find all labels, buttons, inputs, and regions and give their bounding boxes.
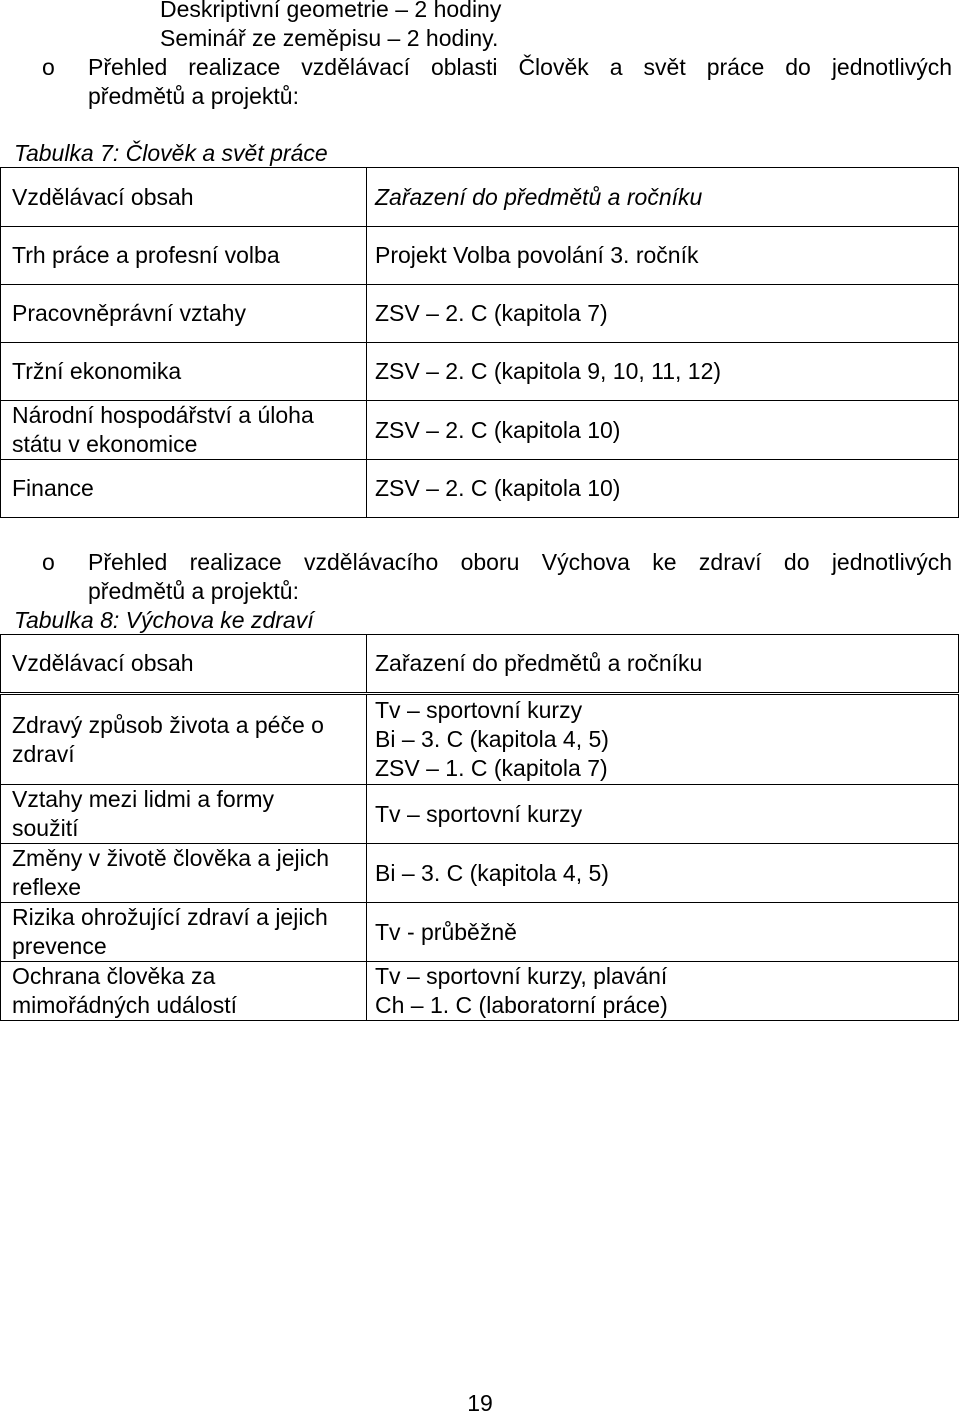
header-cell-placement: Zařazení do předmětů a ročníku — [367, 635, 959, 694]
table8 — [0, 634, 959, 1021]
bullet-marker: o — [42, 54, 55, 80]
cell-content — [1, 903, 367, 962]
section8-intro-line1: Přehled realizace vzdělávacího oboru Výchova ke zdraví do jednotlivých — [88, 549, 952, 575]
table-row — [1, 694, 959, 785]
cell-content — [1, 694, 367, 785]
cell-placement — [367, 962, 959, 1021]
cell-placement: ZSV – 2. C (kapitola 9, 10, 11, 12) — [367, 343, 959, 401]
cell-content: Finance — [1, 460, 367, 518]
cell-content-text: Rizika ohrožující zdraví a jejich prevence — [12, 904, 328, 959]
cell-content-text: Změny v životě člověka a jejich reflexe — [12, 845, 330, 900]
section7-intro-line1: Přehled realizace vzdělávací oblasti Člověk a svět práce do jednotlivých — [88, 54, 952, 80]
cell-content — [1, 844, 367, 903]
section7-intro-line2: předmětů a projektů: — [88, 83, 299, 109]
cell-content: Pracovněprávní vztahy — [1, 285, 367, 343]
placement-line: Tv - průběžně — [375, 918, 517, 945]
section8-intro — [88, 548, 952, 577]
table-header-row — [1, 635, 959, 694]
placement-line: Bi – 3. C (kapitola 4, 5) — [375, 726, 609, 752]
header-cell-content: Vzdělávací obsah — [1, 635, 367, 694]
table-row — [1, 401, 959, 460]
placement-line: Tv – sportovní kurzy, plavání — [375, 963, 668, 989]
header-cell-placement: Zařazení do předmětů a ročníku — [367, 168, 959, 227]
cell-placement — [367, 844, 959, 903]
table-row — [1, 785, 959, 844]
table7-title: Tabulka 7: Člověk a svět práce — [14, 140, 328, 166]
bullet-marker: o — [42, 549, 55, 575]
placement-line: Tv – sportovní kurzy — [375, 800, 583, 827]
placement-line: Bi – 3. C (kapitola 4, 5) — [375, 859, 609, 886]
cell-placement — [367, 903, 959, 962]
placement-line: ZSV – 1. C (kapitola 7) — [375, 755, 608, 781]
cell-placement: ZSV – 2. C (kapitola 10) — [367, 401, 959, 460]
table-row — [1, 227, 959, 285]
cell-content-text: Zdravý způsob života a péče o zdraví — [12, 711, 324, 767]
table-row — [1, 903, 959, 962]
cell-placement: ZSV – 2. C (kapitola 10) — [367, 460, 959, 518]
placement-line: Tv – sportovní kurzy — [375, 697, 583, 723]
top-line-2: Seminář ze zeměpisu – 2 hodiny. — [160, 25, 499, 51]
table7 — [0, 167, 959, 518]
table-row — [1, 460, 959, 518]
cell-content-text: Ochrana člověka za mimořádných událostí — [12, 963, 237, 1018]
section7-intro — [88, 53, 952, 82]
cell-content — [1, 785, 367, 844]
cell-content-text: Vztahy mezi lidmi a formy soužití — [12, 786, 275, 841]
table8-title: Tabulka 8: Výchova ke zdraví — [14, 607, 314, 633]
top-line-1: Deskriptivní geometrie – 2 hodiny — [160, 0, 502, 22]
cell-content — [1, 401, 367, 460]
cell-content: Trh práce a profesní volba — [1, 227, 367, 285]
placement-line: Ch – 1. C (laboratorní práce) — [375, 992, 668, 1018]
cell-content-text: Národní hospodářství a úloha státu v ekonomice — [12, 402, 314, 457]
section8-intro-line2: předmětů a projektů: — [88, 578, 299, 604]
table-row — [1, 962, 959, 1021]
cell-placement — [367, 694, 959, 785]
cell-content: Tržní ekonomika — [1, 343, 367, 401]
cell-content — [1, 962, 367, 1021]
table-header-row — [1, 168, 959, 227]
cell-placement: Projekt Volba povolání 3. ročník — [367, 227, 959, 285]
cell-placement: ZSV – 2. C (kapitola 7) — [367, 285, 959, 343]
cell-placement — [367, 785, 959, 844]
page-number: 19 — [467, 1390, 493, 1416]
table-row — [1, 343, 959, 401]
header-cell-content: Vzdělávací obsah — [1, 168, 367, 227]
table-row — [1, 844, 959, 903]
table-row — [1, 285, 959, 343]
